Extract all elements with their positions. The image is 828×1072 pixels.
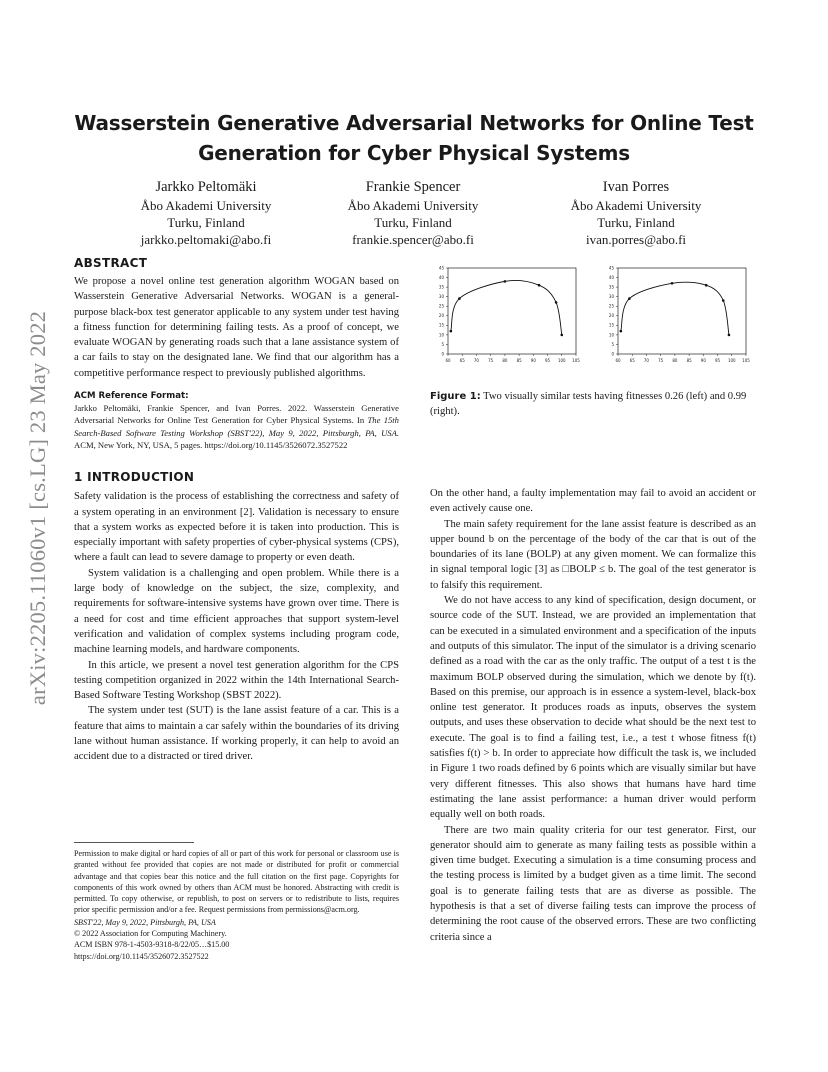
abstract-paragraph: We propose a novel online test generation algorithm WOGAN based on Wasserstein Generative Adversarial Networks. WOGAN is a general-purpose black-box test generator applicable to any system under test having a fitness function for determining failing tests. As a proof of concept, we evaluate WOGAN by generating roads such that a lane assistance system of a car fails to stay on the designated lane. We find that our algorithm has a competitive performance respect to previously published algorithms.	[74, 276, 399, 379]
abstract-heading: ABSTRACT	[74, 256, 148, 270]
road-point	[555, 301, 558, 304]
road-point	[560, 334, 563, 337]
author-name: Jarkko Peltomäki	[155, 179, 257, 195]
x-tick-label: 85	[686, 358, 692, 363]
copyright-line: © 2022 Association for Computing Machinery.	[74, 929, 227, 939]
y-tick-label: 0	[611, 351, 614, 357]
arxiv-sidebar	[22, 258, 54, 758]
road-point	[450, 330, 453, 333]
y-tick-label: 10	[608, 332, 614, 338]
acm-reference-venue: The 15th Search-Based Software Testing Workshop (SBST'22), May 9, 2022, Pittsburgh, PA, USA.	[74, 415, 399, 438]
figure-plot-right	[588, 264, 760, 374]
x-tick-label: 85	[516, 358, 522, 363]
arxiv-id: arXiv:2205.11060v1 [cs.LG] 23 May 2022	[25, 310, 50, 706]
paper-title	[60, 108, 768, 168]
body-paragraph: On the other hand, a faulty implementation may fail to avoid an accident or even actively cause one.	[430, 488, 756, 515]
x-tick-label: 60	[445, 358, 451, 363]
road-point	[728, 334, 731, 337]
figure-caption-text: Two visually similar tests having fitnesses 0.26 (left) and 0.99 (right).	[430, 391, 747, 418]
figure-caption-label: Figure 1:	[430, 391, 481, 402]
doi-line: https://doi.org/10.1145/3526072.3527522	[74, 951, 209, 961]
road-point	[628, 297, 631, 300]
author-block	[303, 178, 523, 248]
y-tick-label: 40	[438, 274, 444, 280]
y-tick-label: 20	[438, 313, 444, 319]
body-paragraph: The main safety requirement for the lane assist feature is described as an upper bound b on the percentage of the body of the car that is out of the boundaries of its lane (BOLP) at any given moment. We can formalize this in signal temporal logic [3] as □BOLP ≤ b. The goal of the test generator is to falsify this requirement.	[430, 518, 756, 591]
y-tick-label: 25	[608, 303, 614, 309]
acm-reference-authors: Jarkko Peltomäki, Frankie Spencer, and Ivan Porres. 2022. Wasserstein Generative Adversarial Networks for Online Test Generation for Cyber Physical Systems. In	[74, 403, 399, 426]
y-tick-label: 0	[441, 351, 444, 357]
y-tick-label: 25	[438, 303, 444, 309]
road-line	[451, 281, 562, 335]
abstract-text	[74, 274, 399, 381]
y-tick-label: 45	[608, 265, 614, 271]
road-point	[620, 330, 623, 333]
x-tick-label: 105	[742, 358, 750, 363]
body-paragraph: We do not have access to any kind of specification, design document, or source code of the SUT. Instead, we are provided an implementation that can be executed in a simulated environment and a specification of the inputs and outputs of this simulator. The input of the simulator is a driving scenario defined as a road with the car as the only traffic. The output of a test t is the maximum BOLP observed during the simulation, which we denote by f(t). Based on this premise, our approach is in essence a system-level, black-box online test generator. It produces roads as inputs, observes the system outputs, and uses these observation to decide what should be the next test to execute. The goal is to find a failing test, i.e., a test t whose fitness f(t) satisfies f(t) > b. In order to appreciate how difficult the task is, we included in Figure 1 two roads defined by 6 points which are visually similar but have very different fitnesses. This also shows that humans have hard time estimating the lane assist performance: a human driver would perform equally well on both roads.	[430, 595, 756, 821]
author-block	[96, 178, 316, 248]
figure-caption	[430, 389, 756, 420]
right-column	[430, 486, 756, 945]
road-point	[722, 299, 725, 302]
y-tick-label: 15	[608, 322, 614, 328]
road-plot-right	[588, 264, 760, 374]
y-tick-label: 40	[608, 274, 614, 280]
x-tick-label: 70	[643, 358, 649, 363]
x-tick-label: 95	[715, 358, 721, 363]
section-heading-introduction: 1 INTRODUCTION	[74, 470, 195, 485]
author-affiliation: Åbo Akademi University	[570, 198, 702, 213]
introduction-text	[74, 489, 399, 764]
permission-footnote	[74, 848, 399, 962]
figure-plot-left	[418, 264, 590, 374]
x-tick-label: 75	[488, 358, 494, 363]
y-tick-label: 10	[438, 332, 444, 338]
intro-paragraph: Safety validation is the process of establishing the correctness and safety of a system operating in an environment [2]. Validation is necessary to ensure that a system works as expected before it is taken into production. This is especially important with safety properties of cyber-physical systems (CPS), where a fault can lead to severe damage to property or even death.	[74, 491, 399, 564]
x-tick-label: 90	[530, 358, 536, 363]
intro-paragraph: The system under test (SUT) is the lane assist feature of a car. This is a feature that aims to maintain a car safely within the boundaries of its driving lane without human assistance. If working properly, it can help to avoid an accident due to a distracted or tired driver.	[74, 705, 399, 763]
author-email: jarkko.peltomaki@abo.fi	[140, 232, 272, 247]
y-tick-label: 15	[438, 322, 444, 328]
road-point	[458, 297, 461, 300]
left-column	[74, 256, 399, 765]
road-point	[671, 282, 674, 285]
x-tick-label: 80	[672, 358, 678, 363]
y-tick-label: 5	[611, 341, 614, 347]
x-tick-label: 80	[502, 358, 508, 363]
x-tick-label: 100	[727, 358, 736, 363]
acm-reference-heading: ACM Reference Format:	[74, 391, 189, 402]
y-tick-label: 30	[438, 294, 444, 300]
acm-reference-text	[74, 402, 399, 451]
x-tick-label: 105	[572, 358, 580, 363]
body-paragraph: There are two main quality criteria for our test generator. First, our generator should aim to generate as many failing tests as possible within a given time budget. Executing a simulation is a time consuming process and the testing process is limited by a budget given as a time limit. The second goal is to generate failing tests that are as diverse as possible. The hypothesis is that a set of diverse failing tests can improve the process of determining the root cause of the observed errors. These are two conflicting criteria since a	[430, 824, 756, 943]
road-point	[538, 284, 541, 287]
x-tick-label: 70	[473, 358, 479, 363]
road-point	[705, 284, 708, 287]
y-tick-label: 5	[441, 341, 444, 347]
author-email: frankie.spencer@abo.fi	[352, 232, 474, 247]
x-tick-label: 95	[545, 358, 551, 363]
isbn-line: ACM ISBN 978-1-4503-9318-8/22/05…$15.00	[74, 940, 230, 950]
footnote-rule	[74, 842, 194, 843]
author-email: ivan.porres@abo.fi	[585, 232, 687, 247]
title-line-2: Generation for Cyber Physical Systems	[198, 141, 630, 165]
intro-paragraph: System validation is a challenging and open problem. While there is a large body of knowledge on the subject, the size, complexity, and requirements for software-intensive systems have grown over time. There is a need for cost and time efficient approaches that support system-level verification and validation of complex systems including program code, machine learning models, and hardware components.	[74, 567, 399, 656]
author-location: Turku, Finland	[597, 215, 675, 230]
y-tick-label: 35	[438, 284, 444, 290]
title-line-1: Wasserstein Generative Adversarial Networks for Online Test	[74, 111, 754, 135]
intro-paragraph: In this article, we present a novel test generation algorithm for the CPS testing competition organized in 2022 within the 14th International Search-Based Software Testing Workshop (SBST 2022).	[74, 659, 399, 702]
x-tick-label: 60	[615, 358, 621, 363]
y-tick-label: 35	[608, 284, 614, 290]
y-tick-label: 45	[438, 265, 444, 271]
author-location: Turku, Finland	[374, 215, 452, 230]
y-tick-label: 20	[608, 313, 614, 319]
y-tick-label: 30	[608, 294, 614, 300]
author-name: Ivan Porres	[602, 179, 670, 195]
x-tick-label: 65	[459, 358, 465, 363]
author-block	[526, 178, 746, 248]
venue-line: SBST'22, May 9, 2022, Pittsburgh, PA, USA	[74, 917, 216, 927]
x-tick-label: 65	[629, 358, 635, 363]
permission-text: Permission to make digital or hard copies of all or part of this work for personal or classroom use is granted without fee provided that copies are not made or distributed for profit or commercial advantage and that copies bear this notice and the full citation on the first page. Copyrights for components of this work owned by others than ACM must be honored. Abstracting with credit is permitted. To copy otherwise, or republish, to post on servers or to redistribute to lists, requires prior specific permission and/or a fee. Request permissions from permissions@acm.org.	[74, 849, 399, 915]
road-plot-left	[418, 264, 590, 374]
acm-reference	[74, 391, 399, 451]
road-line	[621, 282, 729, 335]
acm-reference-rest: ACM, New York, NY, USA, 5 pages. https://doi.org/10.1145/3526072.3527522	[74, 439, 348, 450]
x-tick-label: 100	[557, 358, 566, 363]
road-point	[504, 280, 507, 283]
plot-frame	[618, 268, 746, 354]
author-location: Turku, Finland	[167, 215, 245, 230]
author-affiliation: Åbo Akademi University	[140, 198, 272, 213]
author-name: Frankie Spencer	[365, 179, 461, 195]
x-tick-label: 75	[658, 358, 664, 363]
author-affiliation: Åbo Akademi University	[347, 198, 479, 213]
x-tick-label: 90	[700, 358, 706, 363]
